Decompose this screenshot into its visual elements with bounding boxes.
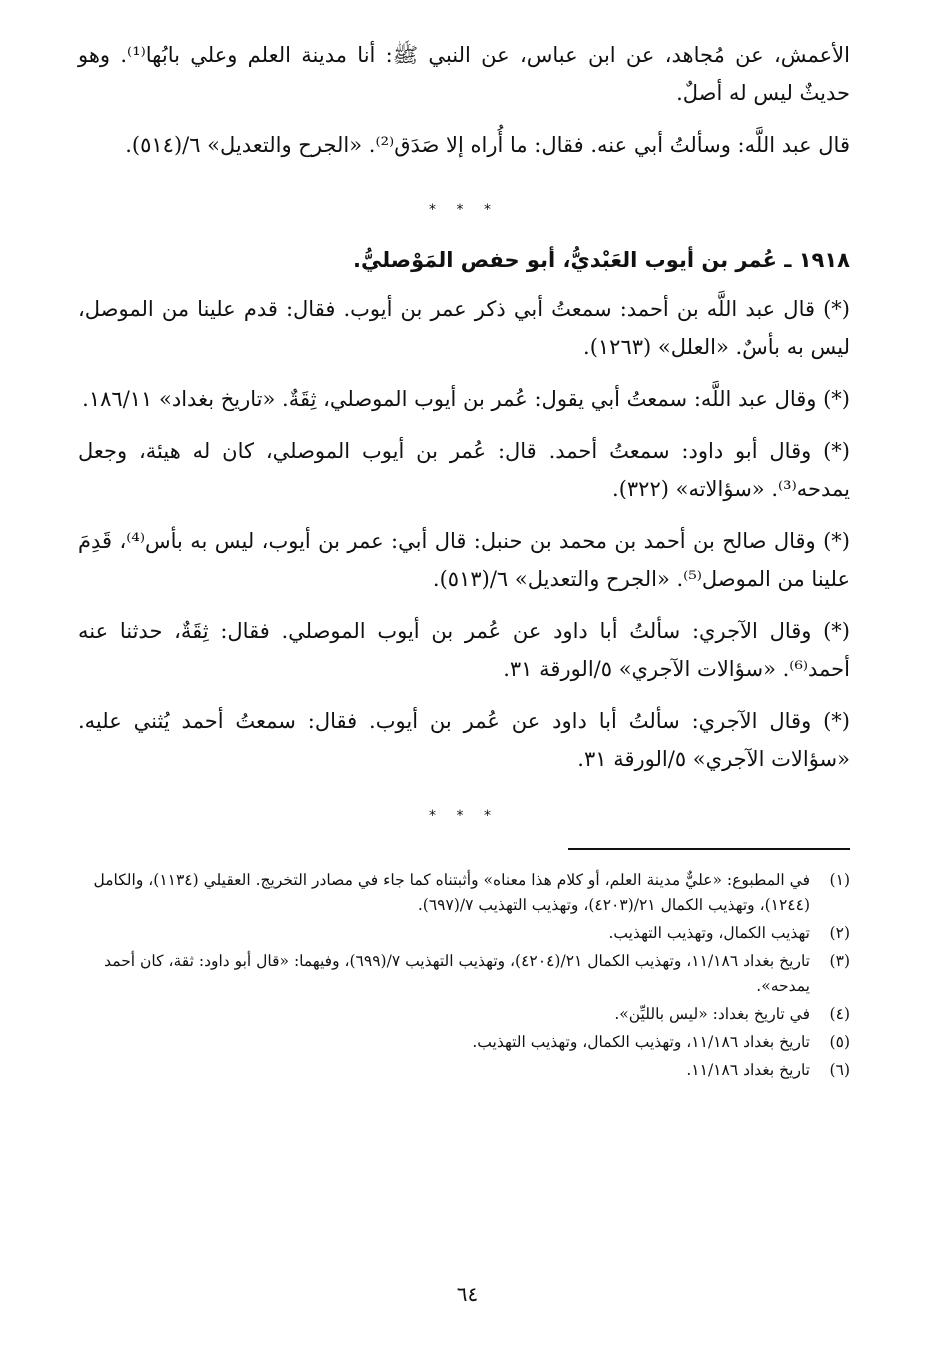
footnotes bbox=[78, 868, 850, 1083]
footnote bbox=[78, 949, 850, 999]
paragraph-entry-6: (*) وقال الآجري: سألتُ أبا داود عن عُمر بن أيوب. فقال: سمعتُ أحمد يُثني عليه. «سؤالات الآجري» ٥/الورقة ٣١. bbox=[78, 709, 850, 771]
footnote bbox=[78, 921, 850, 946]
paragraph-entry-4: (*) وقال صالح بن أحمد بن محمد بن حنبل: قال أبي: عمر بن أيوب، ليس به بأس⁽⁴⁾، قَدِمَ علينا من الموصل⁽⁵⁾. «الجرح والتعديل» ٦/(٥١٣). bbox=[78, 529, 850, 591]
footnote-number: (٤) bbox=[829, 1005, 850, 1023]
paragraph-entry-1: (*) قال عبد اللَّه بن أحمد: سمعتُ أبي ذكر عمر بن أيوب. فقال: قدم علينا من الموصل، ليس به بأسٌ. «العلل» (١٢٦٣). bbox=[78, 297, 850, 359]
section-divider-stars-bottom: * * * bbox=[429, 808, 499, 824]
paragraph-hadith: الأعمش، عن مُجاهد، عن ابن عباس، عن النبي ﷺ: أنا مدينة العلم وعلي بابُها⁽¹⁾. وهو حديثٌ ليس له أصلٌ. bbox=[78, 43, 850, 105]
paragraph-abdullah-question: قال عبد اللَّه: وسألتُ أبي عنه. فقال: ما أُراه إلا صَدَق⁽²⁾. «الجرح والتعديل» ٦/(٥١٤). bbox=[125, 133, 850, 157]
footnote-text: تاريخ بغداد ١١/١٨٦، وتهذيب الكمال ٢١/(٤٢٠٤)، وتهذيب التهذيب ٧/(٦٩٩)، وفيهما: «قال أبو داود: ثقة، كان أحمد يمدحه». bbox=[104, 952, 810, 995]
footnote bbox=[78, 1002, 850, 1027]
footnote-number: (٣) bbox=[829, 952, 850, 970]
footnote-separator bbox=[568, 848, 850, 850]
footnote-number: (٦) bbox=[829, 1061, 850, 1079]
footnote-number: (٥) bbox=[829, 1033, 850, 1051]
entry-heading: ١٩١٨ ـ عُمر بن أيوب العَبْديُّ، أبو حفص المَوْصليُّ. bbox=[353, 248, 850, 272]
footnote-text: في المطبوع: «عليٌّ مدينة العلم، أو كلام هذا معناه» وأثبتناه كما جاء في مصادر التخريج. العقيلي (١١٣٤)، والكامل (١٢٤٤)، وتهذيب الكمال ٢١/(٤٢٠٣)، وتهذيب التهذيب ٧/(٦٩٧). bbox=[93, 871, 810, 914]
page-number: ٦٤ bbox=[456, 1282, 479, 1306]
footnote-number: (٢) bbox=[829, 924, 850, 942]
footnote-text: تهذيب الكمال، وتهذيب التهذيب. bbox=[608, 924, 810, 942]
footnote bbox=[78, 1030, 850, 1055]
footnote-text: تاريخ بغداد ١١/١٨٦. bbox=[686, 1061, 810, 1079]
paragraph-entry-2: (*) وقال عبد اللَّه: سمعتُ أبي يقول: عُمر بن أيوب الموصلي، ثِقَةٌ. «تاريخ بغداد» ١٨٦/١١. bbox=[82, 387, 850, 411]
paragraph-entry-5: (*) وقال الآجري: سألتُ أبا داود عن عُمر بن أيوب الموصلي. فقال: ثِقَةٌ، حدثنا عنه أحمد⁽⁶⁾. «سؤالات الآجري» ٥/الورقة ٣١. bbox=[78, 619, 850, 681]
paragraph-entry-3: (*) وقال أبو داود: سمعتُ أحمد. قال: عُمر بن أيوب الموصلي، كان له هيئة، وجعل يمدحه⁽³⁾. «سؤالاته» (٣٢٢). bbox=[78, 439, 850, 501]
footnote bbox=[78, 868, 850, 918]
footnote bbox=[78, 1058, 850, 1083]
footnote-number: (١) bbox=[829, 871, 850, 889]
section-divider-stars: * * * bbox=[429, 202, 499, 218]
page-content bbox=[78, 36, 850, 1086]
footnote-text: في تاريخ بغداد: «ليس بالليِّن». bbox=[614, 1005, 810, 1023]
footnote-text: تاريخ بغداد ١١/١٨٦، وتهذيب الكمال، وتهذيب التهذيب. bbox=[472, 1033, 810, 1051]
